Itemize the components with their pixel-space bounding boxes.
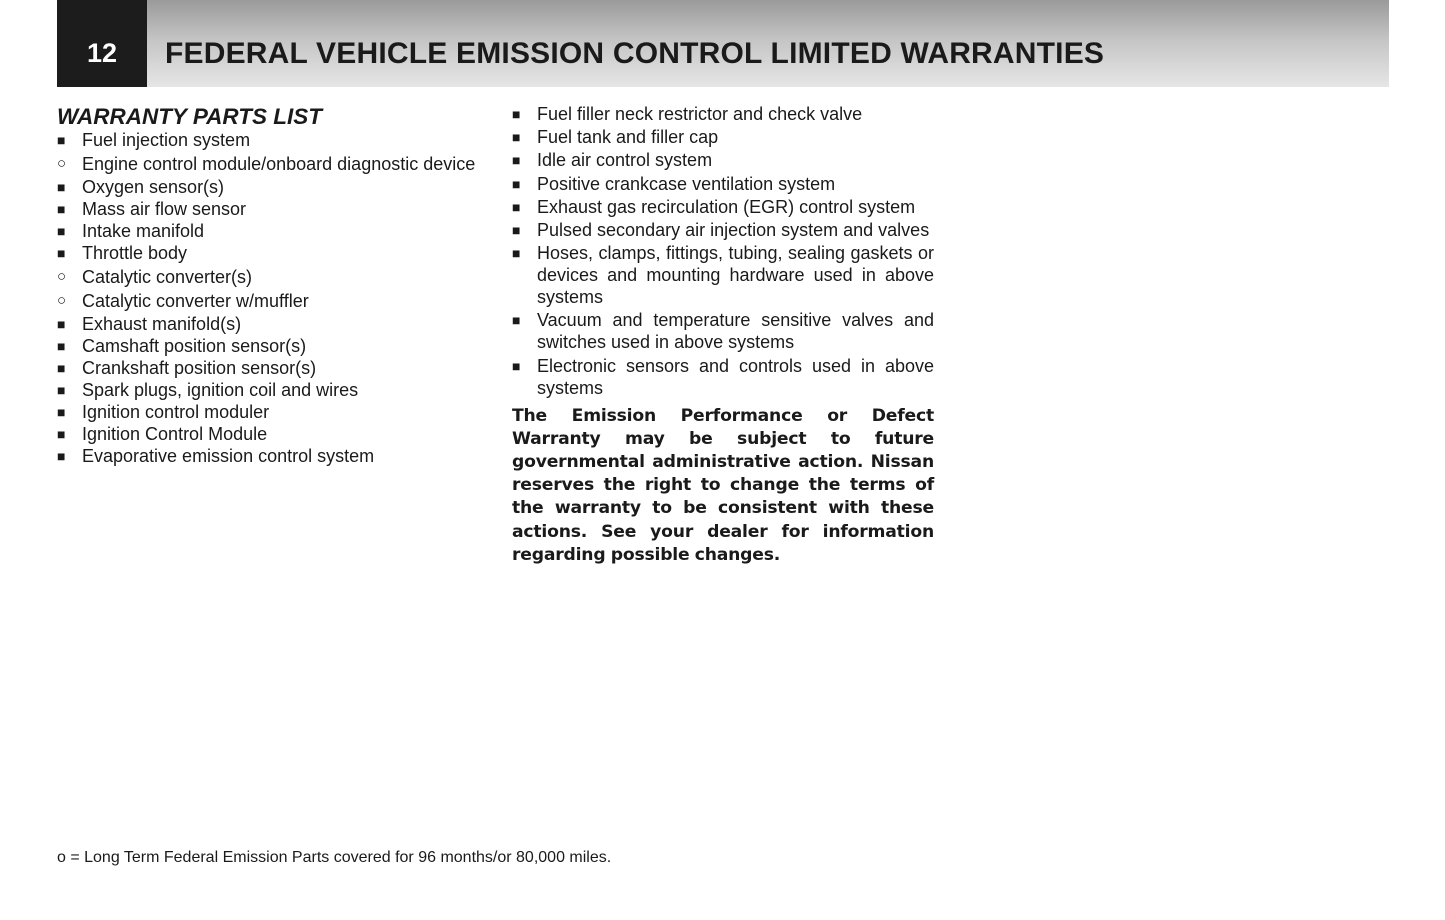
list-item <box>57 379 487 401</box>
list-item <box>57 198 487 220</box>
page-number: 12 <box>57 0 147 87</box>
circle-bullet-icon: ○ <box>57 292 67 309</box>
list-item-text: Hoses, clamps, fittings, tubing, sealing gaskets or devices and mounting hardware used in above systems <box>537 243 934 308</box>
list-item-text: Exhaust gas recirculation (EGR) control system <box>537 196 916 217</box>
circle-bullet-icon: ○ <box>57 155 67 172</box>
list-item-text: Oxygen sensor(s) <box>82 177 225 197</box>
square-bullet-icon: ■ <box>57 448 66 464</box>
list-item <box>57 313 487 335</box>
list-item-text: Idle air control system <box>537 150 713 171</box>
left-column <box>57 103 487 467</box>
list-item-text: Catalytic converter(s) <box>82 267 253 287</box>
list-item <box>512 196 934 218</box>
square-bullet-icon: ■ <box>512 129 521 146</box>
list-item-text: Evaporative emission control system <box>82 446 375 466</box>
square-bullet-icon: ■ <box>57 382 66 398</box>
warranty-parts-list-left <box>57 129 487 467</box>
list-item <box>57 153 487 175</box>
square-bullet-icon: ■ <box>512 152 521 169</box>
square-bullet-icon: ■ <box>512 106 521 122</box>
list-item-text: Fuel injection system <box>82 130 251 150</box>
page-title: FEDERAL VEHICLE EMISSION CONTROL LIMITED WARRANTIES <box>165 37 1105 70</box>
list-item <box>57 266 487 288</box>
list-item <box>57 401 487 423</box>
square-bullet-icon: ■ <box>57 179 66 195</box>
list-item-text: Exhaust manifold(s) <box>82 314 242 334</box>
list-item-text: Intake manifold <box>82 221 205 241</box>
list-item <box>512 309 934 353</box>
list-item <box>57 242 487 264</box>
section-title: WARRANTY PARTS LIST <box>57 104 323 129</box>
square-bullet-icon: ■ <box>57 338 66 354</box>
list-item-text: Camshaft position sensor(s) <box>82 336 307 356</box>
list-item <box>512 242 934 308</box>
list-item <box>57 335 487 357</box>
footnote: o = Long Term Federal Emission Parts covered for 96 months/or 80,000 miles. <box>57 849 612 866</box>
square-bullet-icon: ■ <box>57 223 66 239</box>
list-item-text: Fuel tank and filler cap <box>537 127 719 148</box>
square-bullet-icon: ■ <box>512 312 521 329</box>
square-bullet-icon: ■ <box>512 221 521 238</box>
list-item <box>57 220 487 242</box>
warranty-parts-list-right <box>512 103 934 399</box>
list-item <box>57 176 487 198</box>
square-bullet-icon: ■ <box>512 357 521 374</box>
square-bullet-icon: ■ <box>512 245 521 262</box>
list-item-text: Mass air flow sensor <box>82 199 247 219</box>
list-item <box>57 357 487 379</box>
square-bullet-icon: ■ <box>57 132 66 148</box>
list-item-text: Positive crankcase ventilation system <box>537 173 836 194</box>
list-item-text: Engine control module/onboard diagnostic device <box>82 154 476 174</box>
list-item-text: Ignition control moduler <box>82 402 270 422</box>
square-bullet-icon: ■ <box>57 201 66 217</box>
right-column <box>512 103 934 584</box>
list-item-text: Crankshaft position sensor(s) <box>82 358 317 378</box>
list-item <box>512 219 934 241</box>
square-bullet-icon: ■ <box>512 198 521 215</box>
square-bullet-icon: ■ <box>57 360 66 376</box>
warranty-notice: The Emission Performance or Defect Warranty may be subject to future governmental administrative action. Nissan reserves the right to change the terms of the warranty to be consistent with these actions. See your dealer for information regarding possible changes. <box>512 405 934 565</box>
list-item <box>512 149 934 171</box>
list-item <box>57 129 487 151</box>
list-item-text: Spark plugs, ignition coil and wires <box>82 380 359 400</box>
list-item <box>512 173 934 195</box>
list-item <box>512 355 934 399</box>
square-bullet-icon: ■ <box>57 426 66 442</box>
list-item-text: Ignition Control Module <box>82 424 268 444</box>
square-bullet-icon: ■ <box>512 175 521 192</box>
list-item <box>512 103 934 125</box>
square-bullet-icon: ■ <box>57 404 66 420</box>
list-item-text: Vacuum and temperature sensitive valves and switches used in above systems <box>537 310 934 353</box>
list-item-text: Throttle body <box>82 243 188 263</box>
list-item <box>512 126 934 148</box>
list-item-text: Pulsed secondary air injection system and valves <box>537 219 930 240</box>
list-item-text: Fuel filler neck restrictor and check valve <box>537 104 863 124</box>
list-item <box>57 290 487 312</box>
list-item <box>57 445 487 467</box>
circle-bullet-icon: ○ <box>57 268 67 285</box>
square-bullet-icon: ■ <box>57 316 66 332</box>
list-item-text: Electronic sensors and controls used in above systems <box>537 355 934 398</box>
page-header <box>57 0 1389 87</box>
list-item-text: Catalytic converter w/muffler <box>82 291 309 311</box>
square-bullet-icon: ■ <box>57 245 66 261</box>
list-item <box>57 423 487 445</box>
